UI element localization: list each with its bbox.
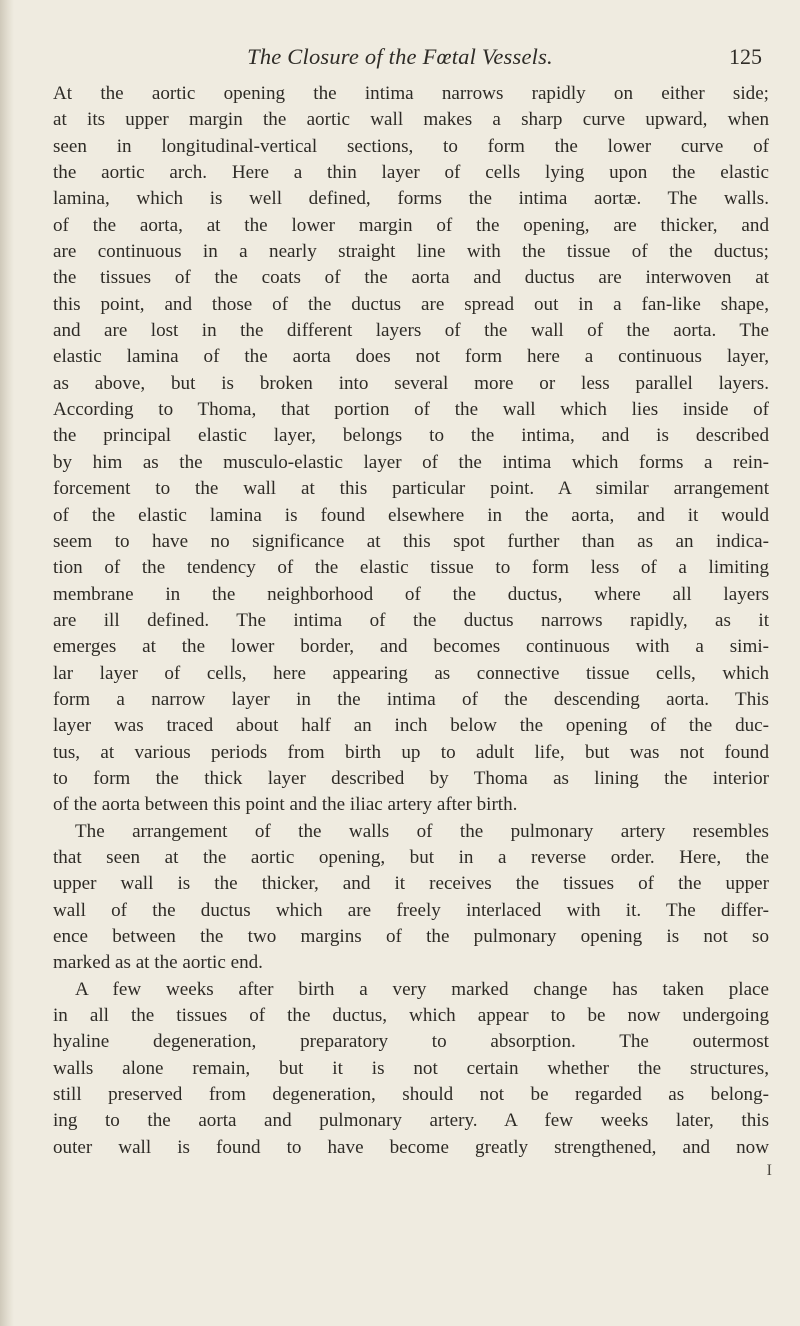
margin-mark: I [766, 1162, 772, 1179]
paragraph [53, 977, 769, 1161]
text-line: hyaline degeneration, preparatory to absorption. The outermost [53, 1031, 769, 1053]
text-line: are ill defined. The intima of the ductus narrows rapidly, as it [53, 609, 769, 631]
text-line: still preserved from degeneration, should not be regarded as belong- [53, 1084, 769, 1106]
text-line: membrane in the neighborhood of the ductus, where all layers [53, 583, 769, 605]
text-line: elastic lamina of the aorta does not form here a continuous layer, [53, 346, 769, 368]
text-line: and are lost in the different layers of the wall of the aorta. The [53, 320, 769, 342]
text-line: upper wall is the thicker, and it receives the tissues of the upper [53, 873, 769, 895]
paragraph [53, 819, 769, 977]
text-line: At the aortic opening the intima narrows rapidly on either side; [53, 83, 769, 104]
text-line: of the aorta, at the lower margin of the opening, are thicker, and [53, 214, 769, 236]
text-line: forcement to the wall at this particular point. A similar arrangement [53, 478, 769, 500]
text-line: seem to have no significance at this spot further than as an indica- [53, 530, 769, 552]
page-header [0, 44, 800, 76]
text-line: tus, at various periods from birth up to adult life, but was not found [53, 741, 769, 763]
text-line: of the elastic lamina is found elsewhere in the aorta, and it would [53, 504, 769, 526]
text-line: that seen at the aortic opening, but in a reverse order. Here, the [53, 846, 769, 868]
text-line: lamina, which is well defined, forms the intima aortæ. The walls. [53, 188, 769, 210]
text-line: form a narrow layer in the intima of the descending aorta. This [53, 688, 769, 710]
text-line: of the aorta between this point and the iliac artery after birth. [53, 794, 518, 816]
text-line: walls alone remain, but it is not certain whether the structures, [53, 1057, 769, 1079]
text-line: outer wall is found to have become greatly strengthened, and now [53, 1136, 769, 1158]
text-line: A few weeks after birth a very marked change has taken place [75, 978, 769, 1000]
binding-gutter [0, 0, 14, 1326]
text-line: seen in longitudinal-vertical sections, to form the lower curve of [53, 135, 769, 157]
text-line: are continuous in a nearly straight line with the tissue of the ductus; [53, 241, 769, 263]
text-line: the principal elastic layer, belongs to the intima, and is described [53, 425, 769, 447]
body-text [53, 81, 769, 1161]
text-line: layer was traced about half an inch below the opening of the duc- [53, 715, 769, 737]
text-line: ence between the two margins of the pulmonary opening is not so [53, 926, 769, 947]
text-line: The arrangement of the walls of the pulmonary artery resembles [75, 820, 769, 842]
text-line: in all the tissues of the ductus, which appear to be now undergoing [53, 1005, 769, 1027]
text-line: the aortic arch. Here a thin layer of cells lying upon the elastic [53, 162, 769, 184]
text-line: According to Thoma, that portion of the wall which lies inside of [53, 399, 769, 421]
text-line: the tissues of the coats of the aorta and ductus are interwoven at [53, 267, 769, 289]
text-line: as above, but is broken into several more or less parallel layers. [53, 372, 769, 394]
text-line: emerges at the lower border, and becomes continuous with a simi- [53, 636, 769, 658]
text-line: marked as at the aortic end. [53, 952, 263, 974]
text-line: lar layer of cells, here appearing as connective tissue cells, which [53, 662, 769, 684]
text-line: this point, and those of the ductus are spread out in a fan-like shape, [53, 293, 769, 315]
text-line: at its upper margin the aortic wall makes a sharp curve upward, when [53, 109, 769, 131]
text-line: to form the thick layer described by Thoma as lining the interior [53, 767, 769, 789]
text-line: wall of the ductus which are freely interlaced with it. The differ- [53, 899, 769, 921]
text-line: ing to the aorta and pulmonary artery. A few weeks later, this [53, 1110, 769, 1132]
running-title: The Closure of the Fœtal Vessels. [247, 44, 553, 69]
paragraph [53, 81, 769, 819]
text-line: by him as the musculo-elastic layer of the intima which forms a rein- [53, 451, 769, 473]
page-number: 125 [729, 44, 762, 69]
text-line: tion of the tendency of the elastic tissue to form less of a limiting [53, 557, 769, 579]
